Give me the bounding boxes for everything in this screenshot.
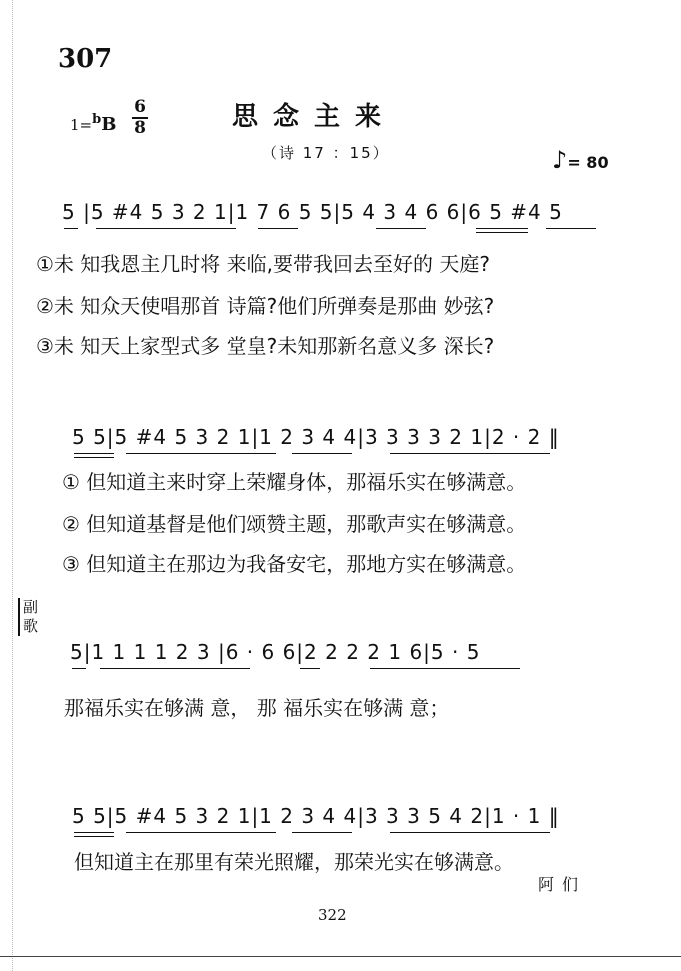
verse-lyric-3: ③未 知天上家型式多 堂皇?未知那新名意义多 深长? (36, 334, 495, 358)
underline (74, 836, 114, 837)
chorus-lyric-2: 但知道主在那里有荣光照耀，那荣光实在够满意。 (74, 850, 514, 874)
refrain-lyric-1: ① 但知道主来时穿上荣耀身体，那福乐实在够满意。 (62, 470, 527, 494)
bottom-rule (0, 956, 681, 957)
amen-text: 阿们 (538, 875, 587, 894)
key-prefix: 1= (70, 116, 93, 134)
underline (126, 453, 276, 454)
underline (96, 228, 236, 229)
key-letter: B (101, 114, 117, 135)
underline (476, 228, 528, 229)
underline (370, 668, 520, 669)
underline (126, 832, 276, 833)
scan-edge (12, 0, 13, 971)
underline (74, 832, 114, 833)
underline (292, 832, 352, 833)
scripture-reference: （诗 17 ：15） (262, 144, 390, 162)
flat-sign: b (92, 112, 102, 127)
underline (476, 232, 528, 233)
chorus-label: 副歌 (18, 598, 41, 636)
time-signature (132, 98, 148, 138)
underline (258, 228, 298, 229)
underline (546, 228, 596, 229)
underline (100, 668, 250, 669)
underline (292, 453, 352, 454)
tempo-marking (552, 146, 609, 174)
hymn-number: 307 (58, 44, 113, 74)
underline (390, 832, 550, 833)
verse-lyric-2: ②未 知众天使唱那首 诗篇?他们所弹奏是那曲 妙弦? (36, 294, 495, 318)
meter-top: 6 (134, 97, 146, 117)
refrain-lyric-2: ② 但知道基督是他们颂赞主题，那歌声实在够满意。 (62, 512, 527, 536)
meter-bottom: 8 (132, 117, 148, 138)
key-signature (70, 112, 116, 135)
tempo-value: = 80 (567, 153, 609, 172)
underline (74, 457, 114, 458)
chorus-lyric-1: 那福乐实在够满 意， 那 福乐实在够满 意； (64, 696, 450, 720)
eighth-note-icon: ♪ (552, 146, 568, 174)
refrain-notes-line: 5 5|5 #4 5 3 2 1|1 2 3 4 4|3 3 3 3 2 1|2 · 2 ‖ (72, 425, 560, 449)
underline (72, 668, 86, 669)
underline (300, 668, 320, 669)
underline (376, 228, 426, 229)
chorus-notes-line-1: 5|1 1 1 1 2 3 |6 · 6 6|2 2 2 2 1 6|5 · 5 (70, 640, 481, 664)
hymn-title: 思念主来 (232, 102, 397, 132)
underline (74, 453, 114, 454)
refrain-lyric-3: ③ 但知道主在那边为我备安宅，那地方实在够满意。 (62, 552, 527, 576)
underline (64, 228, 78, 229)
page-number: 322 (318, 906, 347, 924)
chorus-notes-line-2: 5 5|5 #4 5 3 2 1|1 2 3 4 4|3 3 3 5 4 2|1 · 1 ‖ (72, 804, 560, 828)
underline (390, 453, 550, 454)
verse-notes-line: 5 |5 #4 5 3 2 1|1 7 6 5 5|5 4 3 4 6 6|6 5 #4 5 (62, 200, 563, 224)
verse-lyric-1: ①未 知我恩主几时将 来临,要带我回去至好的 天庭? (36, 252, 490, 276)
